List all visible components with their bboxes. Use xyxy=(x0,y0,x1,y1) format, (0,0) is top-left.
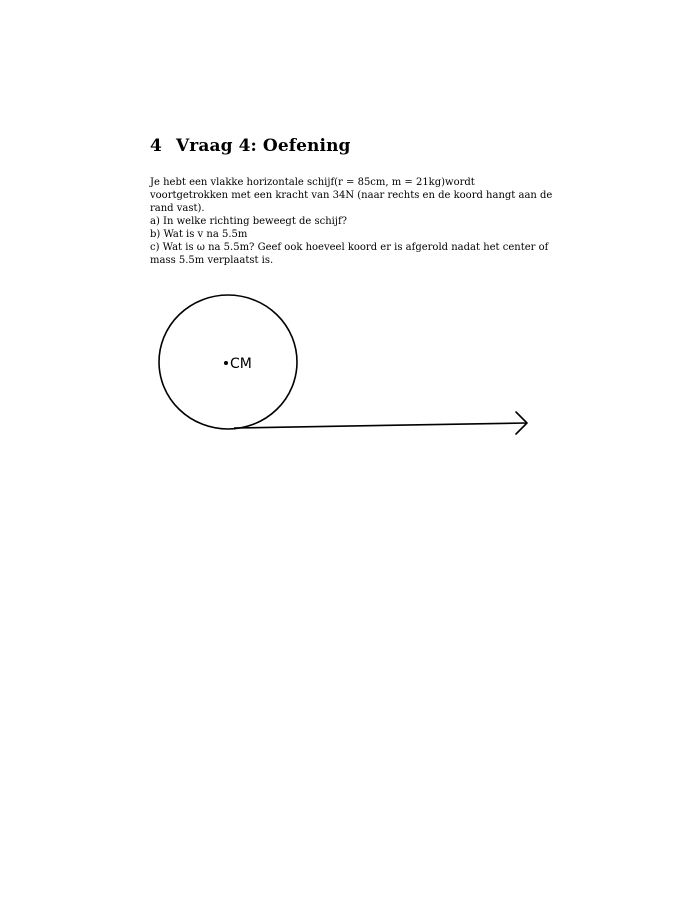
problem-line: Je hebt een vlakke horizontale schijf(r = 85cm, m = 21kg)wordt xyxy=(150,177,475,188)
rope-line xyxy=(234,423,526,428)
section-heading xyxy=(150,136,351,156)
question-c-continued: mass 5.5m verplaatst is. xyxy=(150,255,274,266)
section-title: Vraag 4: Oefening xyxy=(176,136,351,156)
question-a: a) In welke richting beweegt de schijf? xyxy=(150,216,348,227)
problem-line: voortgetrokken met een kracht van 34N (naar rechts en de koord hangt aan de xyxy=(150,190,553,201)
question-c: c) Wat is ω na 5.5m? Geef ook hoeveel koord er is afgerold nadat het center of xyxy=(150,242,549,253)
disk-circle xyxy=(159,295,297,429)
center-of-mass-dot xyxy=(224,361,228,365)
problem-text xyxy=(150,176,553,267)
question-b: b) Wat is v na 5.5m xyxy=(150,229,248,240)
section-number: 4 xyxy=(150,136,162,156)
problem-line: rand vast). xyxy=(150,203,205,214)
center-of-mass-label: CM xyxy=(230,356,252,372)
disk-figure xyxy=(150,285,540,440)
